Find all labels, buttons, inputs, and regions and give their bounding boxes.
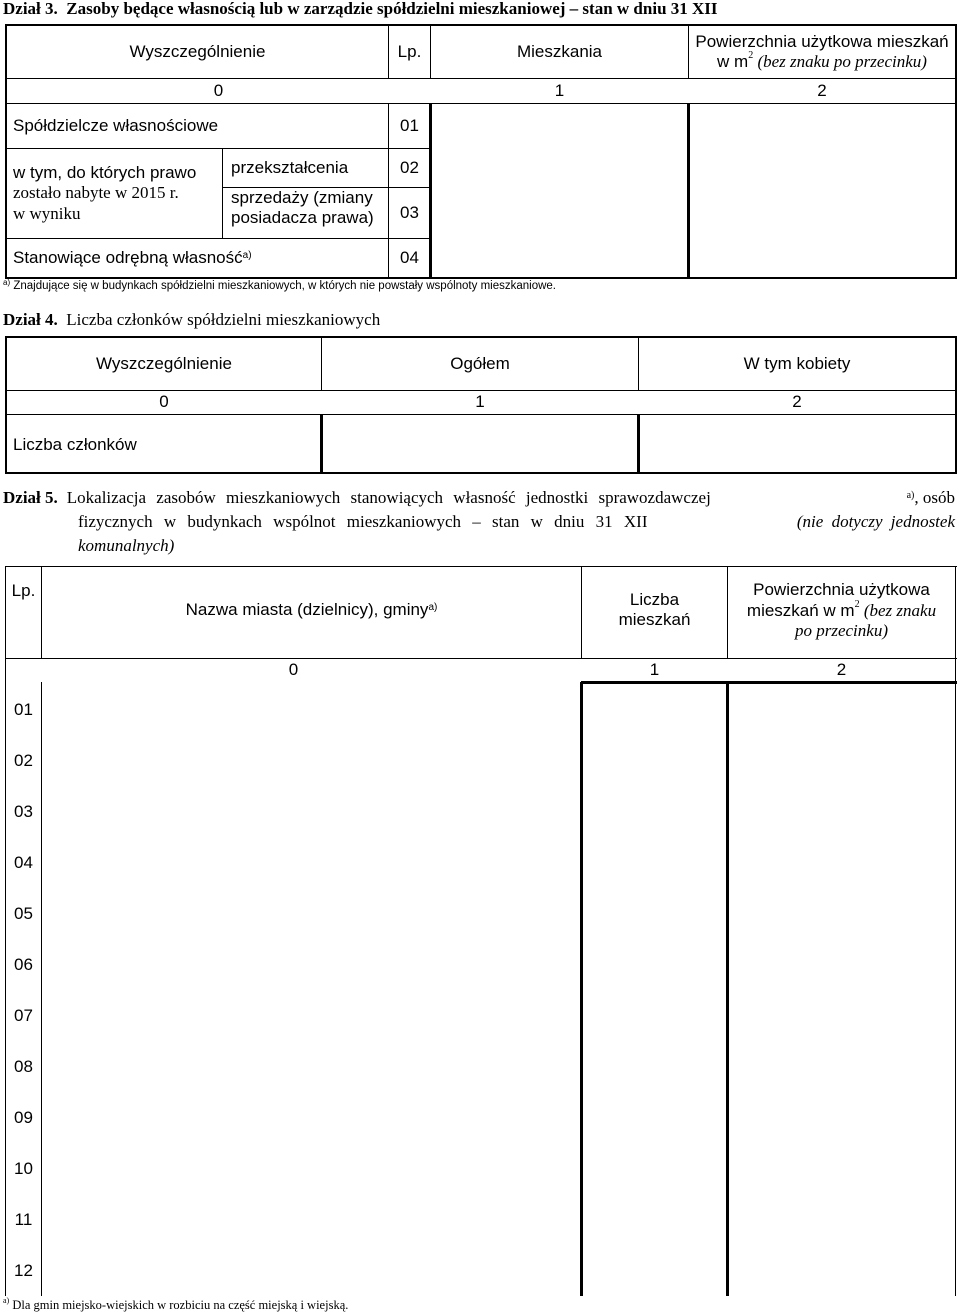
d5-col-area	[728, 576, 955, 646]
d3-footnote-sup: a)	[3, 278, 11, 287]
d3-row4-lp: 04	[400, 247, 419, 267]
d5-row-input-name[interactable]	[42, 684, 580, 735]
section-5-line2-italic: (nie dotyczy jednostek	[796, 512, 955, 531]
d5-col-flats-1: Liczba	[629, 589, 680, 609]
d5-row-lp: 04	[14, 852, 33, 872]
d3-idx-2: 2	[817, 80, 827, 100]
d4-row-label: Liczba członków	[13, 434, 137, 454]
d5-col-area-1: Powierzchnia użytkowa	[753, 580, 930, 600]
d5-row-input-area[interactable]	[729, 990, 955, 1041]
d3-row4-label	[13, 239, 383, 277]
d5-row-lp: 10	[14, 1158, 33, 1178]
d5-row-input-name[interactable]	[42, 1245, 580, 1296]
d5-footnote-text: Dla gmin miejsko-wiejskich w rozbiciu na część miejską i wiejską.	[12, 1298, 349, 1312]
d5-row-input-name[interactable]	[42, 888, 580, 939]
d4-idx-1: 1	[475, 392, 485, 412]
d3-col-area-sup: 2	[748, 50, 754, 61]
d5-row-input-flats[interactable]	[583, 786, 726, 837]
d3-row3-label-2: posiadacza prawa)	[231, 208, 374, 228]
d3-row3-label	[231, 188, 386, 238]
d3-group-label-1: w tym, do których prawo	[13, 162, 197, 182]
section-4-heading: Liczba członków spółdzielni mieszkaniowych	[66, 310, 381, 329]
d5-row-input-flats[interactable]	[583, 1194, 726, 1245]
d5-row-input-name[interactable]	[42, 939, 580, 990]
section-4-prefix: Dział 4.	[3, 310, 58, 329]
d5-col-area-2-post: (bez znaku	[863, 600, 937, 620]
d5-row-input-area[interactable]	[729, 888, 955, 939]
d3-col-lp: Lp.	[397, 41, 422, 61]
d5-row-input-area[interactable]	[729, 1194, 955, 1245]
d3-col-area-note: (bez znaku po przecinku)	[757, 52, 927, 71]
d5-row-input-flats[interactable]	[583, 939, 726, 990]
d3-col-spec: Wyszczególnienie	[129, 41, 266, 61]
d3-row2-lp: 02	[400, 157, 419, 177]
section-3-heading: Zasoby będące własnością lub w zarządzie spółdzielni mieszkaniowej – stan w dniu 31 XII	[66, 0, 718, 18]
d3-group-label-2: zostało nabyte w 2015 r.	[13, 183, 179, 203]
section-5-line3-italic: komunalnych)	[78, 536, 175, 555]
d3-row1-label: Spółdzielcze własnościowe	[13, 115, 219, 135]
d3-group-label-3: w wyniku	[13, 203, 81, 223]
d5-col-area-3: po przecinku)	[794, 621, 888, 641]
d5-row-input-name[interactable]	[42, 1092, 580, 1143]
d5-row-lp: 03	[14, 801, 33, 821]
d5-row-input-name[interactable]	[42, 1194, 580, 1245]
d3-idx-1: 1	[554, 80, 565, 100]
d3-row3-label-1: sprzedaży (zmiany	[231, 188, 373, 207]
d5-row-input-area[interactable]	[729, 1143, 955, 1194]
d5-row-input-area[interactable]	[729, 1041, 955, 1092]
d5-row-input-area[interactable]	[729, 1092, 955, 1143]
d5-col-name-sup: a)	[428, 602, 438, 613]
d5-row-lp: 11	[14, 1209, 33, 1229]
section-5-line2: fizycznych w budynkach wspólnot mieszkaniowych – stan w dniu 31 XII	[78, 512, 648, 531]
d5-idx-2: 2	[836, 659, 847, 679]
d5-row-input-name[interactable]	[42, 990, 580, 1041]
d5-col-name	[42, 588, 581, 632]
d5-idx-0: 0	[288, 659, 299, 679]
d3-row3-lp: 03	[400, 202, 419, 222]
d5-row-input-name[interactable]	[42, 786, 580, 837]
section-5-title	[3, 486, 955, 558]
section-5-line1: Lokalizacja zasobów mieszkaniowych stanowiących własność jednostki sprawozdawczej	[66, 488, 711, 507]
d5-col-flats	[582, 588, 727, 632]
d5-row-input-name[interactable]	[42, 1041, 580, 1092]
d5-row-input-area[interactable]	[729, 1245, 955, 1296]
d3-col-flats: Mieszkania	[516, 41, 603, 61]
d3-idx-0: 0	[213, 80, 224, 100]
d5-row-input-name[interactable]	[42, 837, 580, 888]
d5-col-area-sup: 2	[854, 598, 860, 610]
d4-idx-2: 2	[792, 392, 802, 412]
d3-col-area-line1: Powierzchnia użytkowa mieszkań	[695, 31, 949, 51]
section-5-sup: a)	[906, 490, 915, 501]
section-4-title	[3, 310, 380, 330]
d5-footnote	[3, 1298, 348, 1313]
d5-row-input-flats[interactable]	[583, 684, 726, 735]
d5-row-input-area[interactable]	[729, 684, 955, 735]
d4-col-women: W tym kobiety	[743, 353, 851, 373]
d5-row-input-area[interactable]	[729, 735, 955, 786]
d5-row-input-flats[interactable]	[583, 1092, 726, 1143]
d5-row-input-flats[interactable]	[583, 1143, 726, 1194]
d3-footnote	[3, 280, 556, 292]
d5-row-input-flats[interactable]	[583, 1041, 726, 1092]
d4-input-women[interactable]	[640, 416, 955, 472]
d5-row-input-area[interactable]	[729, 786, 955, 837]
d5-row-lp: 08	[14, 1056, 33, 1076]
d3-row1-lp: 01	[400, 115, 419, 135]
d3-row2-label: przekształcenia	[231, 157, 349, 177]
d5-row-lp: 12	[14, 1260, 33, 1280]
d5-row-lp: 06	[14, 954, 33, 974]
section-3-prefix: Dział 3.	[3, 0, 58, 18]
d5-row-input-area[interactable]	[729, 939, 955, 990]
d5-col-lp: Lp.	[11, 580, 36, 600]
section-3-title	[3, 0, 718, 19]
d5-footnote-sup: a)	[3, 1296, 10, 1305]
d5-row-input-flats[interactable]	[583, 735, 726, 786]
section-5-prefix: Dział 5.	[3, 488, 58, 507]
d5-row-lp: 05	[14, 903, 33, 923]
d5-row-input-area[interactable]	[729, 837, 955, 888]
d5-row-lp: 02	[14, 750, 33, 770]
d3-footnote-text: Znajdujące się w budynkach spółdzielni mieszkaniowych, w których nie powstały wspólnoty mieszkaniowe.	[13, 280, 556, 292]
d5-col-area-2-pre: mieszkań w m	[746, 600, 855, 620]
section-5-line1-end: , osób	[914, 488, 955, 507]
d3-row4-sup: a)	[242, 250, 252, 261]
d3-col-area	[689, 26, 955, 78]
d4-input-total[interactable]	[323, 416, 637, 472]
d3-group-label	[13, 149, 221, 238]
d5-row-input-flats[interactable]	[583, 888, 726, 939]
d5-col-flats-2: mieszkań	[618, 610, 691, 629]
d5-row-input-name[interactable]	[42, 735, 580, 786]
d5-row-lp: 09	[14, 1107, 33, 1127]
d3-col-area-unit: w m	[717, 52, 749, 71]
d5-row-input-flats[interactable]	[583, 837, 726, 888]
d4-col-total: Ogółem	[450, 353, 510, 373]
d3-row4-text: Stanowiące odrębną własność	[13, 247, 243, 267]
d5-idx-1: 1	[649, 659, 660, 679]
d5-row-input-flats[interactable]	[583, 990, 726, 1041]
d5-row-lp: 07	[14, 1005, 33, 1025]
d4-col-spec: Wyszczególnienie	[96, 353, 232, 373]
d5-row-lp: 01	[14, 699, 33, 719]
d5-row-input-name[interactable]	[42, 1143, 580, 1194]
d4-idx-0: 0	[159, 392, 169, 412]
d5-col-name-text: Nazwa miasta (dzielnicy), gminy	[185, 599, 429, 619]
d5-row-input-flats[interactable]	[583, 1245, 726, 1296]
